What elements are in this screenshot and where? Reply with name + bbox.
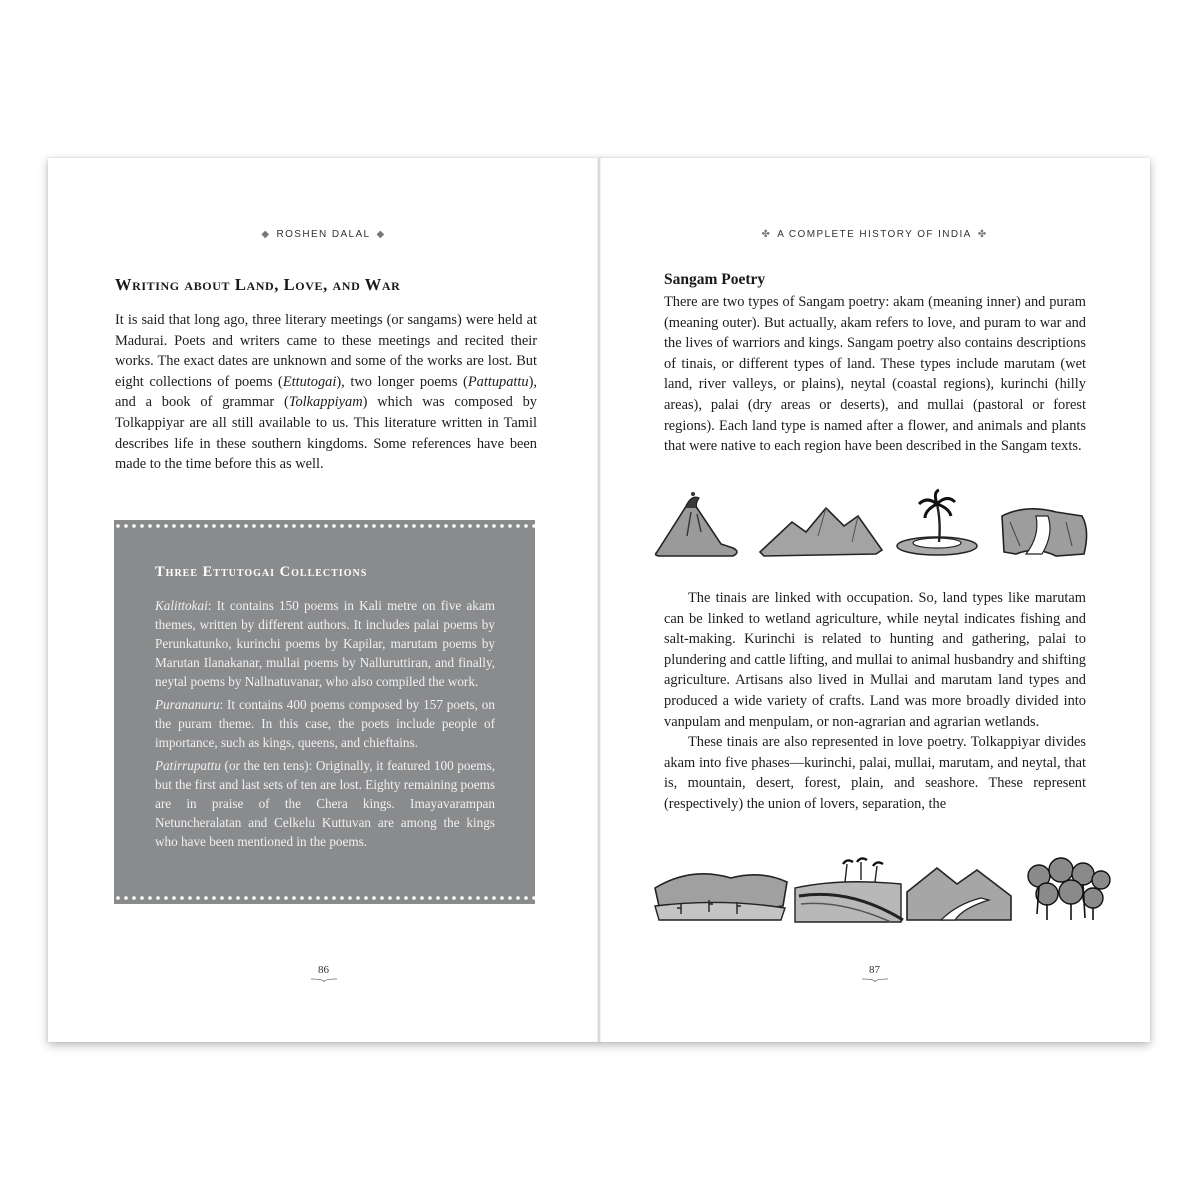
flourish-icon (861, 977, 889, 983)
work-title-pattupattu: Pattupattu (467, 373, 529, 390)
sangam-paragraph: There are two types of Sangam poetry: akam (meaning inner) and puram (meaning outer). But actually, akam refers to love, and puram to war and the lives of warriors and kings. Sangam poetry also contains descriptions of tinais, or different types of land. These types include marutam (wet land, river valleys, or plains), neytal (coastal regions), kurinchi (hilly areas), palai (dry areas or deserts), and mullai (pastoral or forest regions). Each land type is named after a flower, and animals and plants that were native to each region have been described in the Sangam texts. (664, 294, 1086, 455)
book-spread (48, 158, 1150, 1042)
work-title-ettutogai: Ettutogai (282, 373, 337, 390)
seashore-illustration-icon (791, 848, 906, 928)
river-cliff-illustration-icon (996, 486, 1096, 566)
desert-illustration-icon (651, 848, 791, 928)
sidebar-body (155, 596, 495, 855)
sidebar-entry: Patirrupattu (or the ten tens): Originally, it featured 100 poems, but the first and last sets of ten are lost. Eighty remaining poems are in praise of the Chera kings. Imayavarampan Netuncheralatan and Celkelu Kuttuvan are among the kings who have been mentioned in the poems. (155, 758, 495, 849)
page-number-left: 86 (48, 964, 599, 983)
island-palm-illustration-icon (891, 486, 986, 566)
left-page (48, 158, 599, 1042)
running-head-book-title: A COMPLETE HISTORY OF INDIA (777, 229, 972, 240)
mountain-range-illustration-icon (756, 486, 886, 566)
scroll-ornament-icon: ✤ (761, 229, 772, 240)
sidebar-title: Three Ettutogai Collections (155, 564, 368, 580)
sidebar-entry: Kalittokai: It contains 150 poems in Kali metre on five akam themes, written by different authors. It includes palai poems by Perunkatunko, kurinchi poems by Kapilar, marutam poems by Marutan Ilanakanar, mullai poems by Nalluruttiran, and finally, neytal poems by Nallnatuvanar, who also compiled the work. (155, 598, 495, 689)
sidebar-box (114, 520, 535, 904)
occupation-paragraph: The tinais are linked with occupation. So, land types like marutam can be linked to wetland agriculture, while neytal indicates fishing and salt-making. Kurinchi is related to hunting and gathering, palai to plundering and cattle lifting, and mullai to animal husbandry and shifting agriculture. Artisans also lived in Mullai and marutam land types and produced a wide variety of crafts. Land was more broadly divided into vanpulam and menpulam, or non-agrarian and agrarian wetlands. (664, 590, 1086, 730)
running-head-left (48, 229, 599, 240)
work-title-tolkappiyam: Tolkappiyam (288, 394, 363, 411)
right-page (599, 158, 1150, 1042)
intro-paragraph: It is said that long ago, three literary meetings (or sangams) were held at Madurai. Poets and writers came to these meetings and recited their works. The exact dates are unknown and some of the works are lost. But eight collections of poems (Ettutogai), two longer poems (Pattupattu), and a book of grammar (Tolkappiyam) which was composed by Tolkappiyar are all still available to us. This literature written in Tamil describes life in these southern kingdoms. Some references have been made to the time before this as well. (115, 312, 537, 473)
land-illustrations-row-1 (651, 486, 1101, 566)
running-head-author: ROSHEN DALAL (276, 229, 371, 240)
diamond-ornament-icon: ◆ (376, 229, 386, 240)
valley-river-illustration-icon (901, 848, 1016, 928)
subhead-sangam-poetry: Sangam Poetry (664, 271, 766, 288)
running-head-right (599, 229, 1150, 240)
dotted-border-top (114, 523, 535, 529)
forest-illustration-icon (1021, 848, 1111, 928)
occupation-paragraphs (664, 588, 1086, 815)
dotted-border-bottom (114, 895, 535, 901)
sidebar-entry: Purananuru: It contains 400 poems composed by 157 poets, on the puram theme. In this case, the poets include people of importance, such as kings, queens, and chieftains. (155, 697, 495, 750)
flourish-icon (310, 977, 338, 983)
diamond-ornament-icon: ◆ (261, 229, 271, 240)
scroll-ornament-icon: ✤ (977, 229, 988, 240)
love-poetry-paragraph: These tinais are also represented in love poetry. Tolkappiyar divides akam into five phases—kurinchi, palai, mullai, marutam, and neytal, that is, mountain, desert, forest, plain, and seashore. These represent (respectively) the union of lovers, separation, the (664, 734, 1086, 812)
section-title: Writing about Land, Love, and War (115, 275, 401, 294)
page-number-right: 87 (599, 964, 1150, 983)
volcano-illustration-icon (651, 486, 751, 566)
land-illustrations-row-2 (651, 848, 1101, 928)
